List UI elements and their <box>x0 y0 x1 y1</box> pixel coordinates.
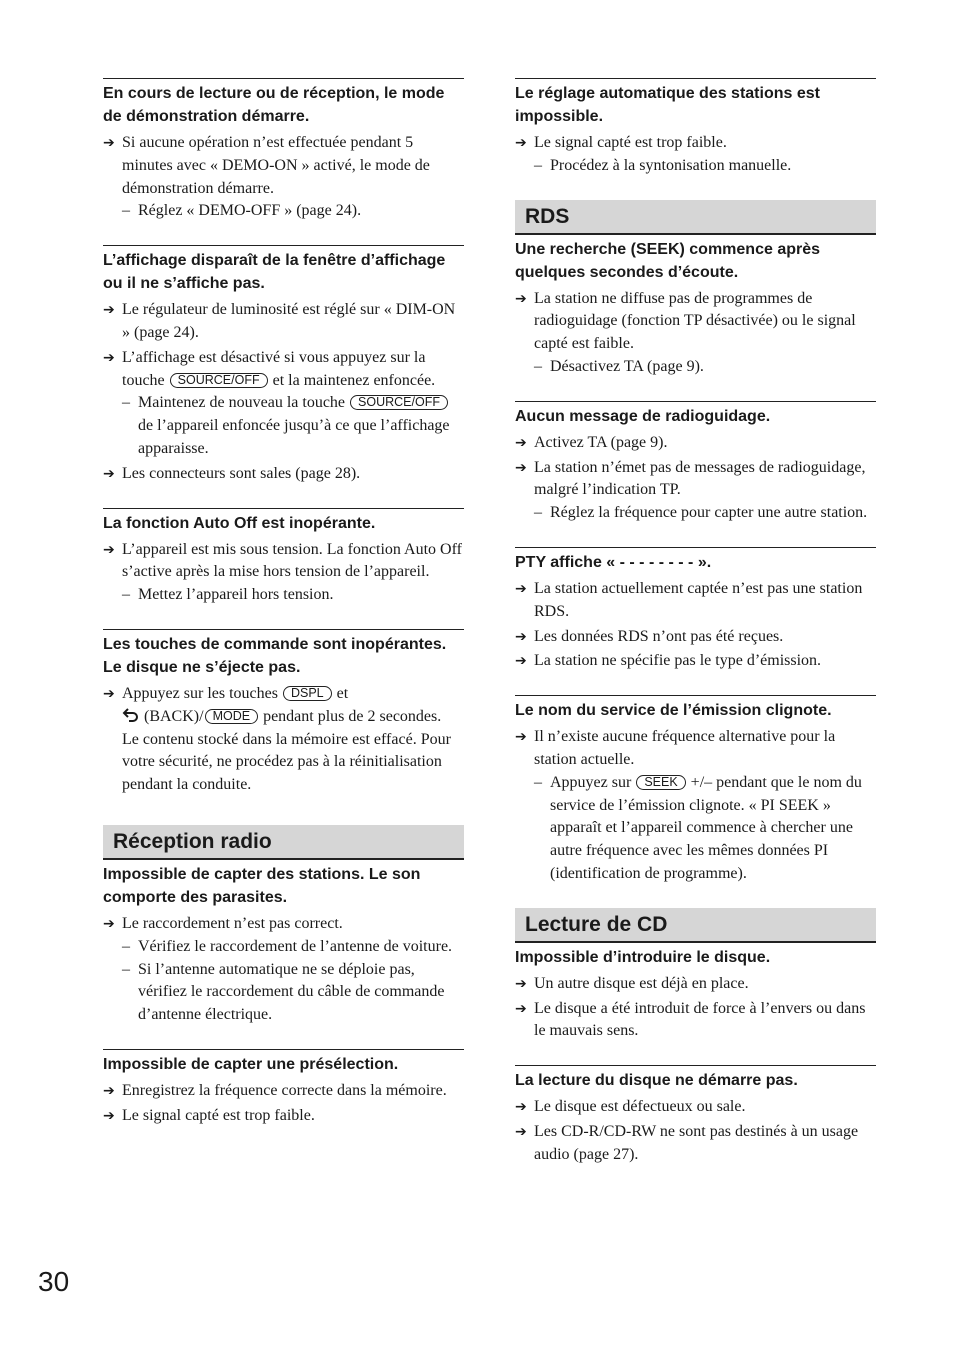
cause-item: ➔ Les données RDS n’ont pas été reçues. <box>515 626 876 649</box>
arrow-icon: ➔ <box>103 349 115 366</box>
cause-item: ➔ Appuyez sur les touches DSPL et (BACK)/ MODE pendant plus de 2 secondes. Le contenu stocké dans la mémoire est effacé. Pour votre sécurité, ne procédez pas à la réinitialisation pendant la conduite. <box>103 683 464 797</box>
arrow-icon: ➔ <box>103 915 115 932</box>
remedy-item: – Maintenez de nouveau la touche SOURCE/OFF de l’appareil enfoncée jusqu’à ce que l’affichage apparaisse. <box>122 394 450 457</box>
source-off-key: SOURCE/OFF <box>170 373 268 388</box>
cause-item: ➔ Le disque a été introduit de force à l’envers ou dans le mauvais sens. <box>515 999 866 1040</box>
remedy-item: – Réglez la fréquence pour capter une autre station. <box>534 502 876 525</box>
cause-item: ➔ Le raccordement n’est pas correct. – Vérifiez le raccordement de l’antenne de voiture. – Si l’antenne automatique ne se déploie pas, vérifiez le raccordement du câble de commande d’antenne électrique. <box>103 913 464 1027</box>
troubleshoot-auto-tuning <box>515 78 876 178</box>
arrow-icon: ➔ <box>515 729 527 746</box>
remedy-item: – Mettez l’appareil hors tension. <box>122 584 464 607</box>
question-heading: Les touches de commande sont inopérantes. Le disque ne s’éjecte pas. <box>103 635 447 676</box>
cause-item: ➔ Le signal capté est trop faible. – Procédez à la syntonisation manuelle. <box>515 132 876 178</box>
arrow-icon: ➔ <box>103 1082 115 1099</box>
troubleshoot-demo <box>103 78 464 223</box>
arrow-icon: ➔ <box>515 1000 527 1017</box>
dash-bullet: – <box>534 773 542 791</box>
remedy-item: – Appuyez sur SEEK +/– pendant que le nom du service de l’émission clignote. « PI SEEK » apparaît et l’appareil commence à chercher une autre fréquence avec les mêmes données PI (identification de programme). <box>534 773 862 882</box>
question-heading: En cours de lecture ou de réception, le mode de démonstration démarre. <box>103 85 445 125</box>
arrow-icon: ➔ <box>515 135 527 151</box>
troubleshoot-buttons <box>103 629 464 797</box>
troubleshoot-ps-flash <box>515 695 876 886</box>
troubleshoot-display <box>103 245 464 485</box>
question-heading: L’affichage disparaît de la fenêtre d’affichage ou il ne s’affiche pas. <box>103 252 446 293</box>
section-heading-radio: Réception radio <box>103 825 464 860</box>
troubleshoot-seek <box>515 238 876 379</box>
cause-item: ➔ Le disque est défectueux ou sale. <box>515 1096 876 1119</box>
question-heading: Aucun message de radioguidage. <box>515 407 771 425</box>
troubleshoot-pty <box>515 547 876 673</box>
remedy-item: – Vérifiez le raccordement de l’antenne de voiture. <box>122 936 464 959</box>
arrow-icon: ➔ <box>103 302 115 319</box>
arrow-icon: ➔ <box>103 465 115 482</box>
arrow-icon: ➔ <box>515 975 527 992</box>
question-heading: Impossible de capter une présélection. <box>103 1055 399 1073</box>
question-heading: Une recherche (SEEK) commence après quelques secondes d’écoute. <box>515 240 821 281</box>
cause-item: ➔ Les connecteurs sont sales (page 28). <box>103 463 464 486</box>
dash-bullet: – <box>122 586 130 604</box>
left-column <box>103 78 464 1150</box>
cause-item: ➔ Le régulateur de luminosité est réglé sur « DIM-ON » (page 24). <box>103 301 456 341</box>
note-paragraph: Le contenu stocké dans la mémoire est effacé. Pour votre sécurité, ne procédez pas à la réinitialisation pendant la conduite. <box>122 730 451 794</box>
arrow-icon: ➔ <box>515 1123 527 1140</box>
back-arrow-icon <box>122 708 140 722</box>
source-off-key: SOURCE/OFF <box>350 395 448 410</box>
cause-item: ➔ Il n’existe aucune fréquence alternative pour la station actuelle. – Appuyez sur SEEK +/– pendant que le nom du service de l’émission clignote. « PI SEEK » apparaît et l’appareil commence à chercher une autre fréquence avec les mêmes données PI (identification de programme). <box>515 726 876 886</box>
arrow-icon: ➔ <box>103 685 115 702</box>
arrow-icon: ➔ <box>515 434 527 451</box>
cause-item: ➔ L’appareil est mis sous tension. La fonction Auto Off s’active après la mise hors tension de l’appareil. – Mettez l’appareil hors tension. <box>103 539 464 607</box>
cause-item: ➔ La station ne diffuse pas de programmes de radioguidage (fonction TP désactivée) ou le signal capté est faible. – Désactivez TA (page 9). <box>515 288 876 379</box>
cause-item: ➔ Un autre disque est déjà en place. <box>515 973 876 996</box>
arrow-icon: ➔ <box>103 135 115 151</box>
question-heading: Le nom du service de l’émission clignote. <box>515 702 832 720</box>
arrow-icon: ➔ <box>515 628 527 645</box>
dash-bullet: – <box>122 960 130 978</box>
arrow-icon: ➔ <box>515 1099 527 1116</box>
dspl-key: DSPL <box>283 686 332 701</box>
section-heading-cd: Lecture de CD <box>515 908 876 943</box>
remedy-item: – Si l’antenne automatique ne se déploie pas, vérifiez le raccordement du câble de commande d’antenne électrique. <box>122 960 445 1024</box>
troubleshoot-preset <box>103 1049 464 1128</box>
seek-key: SEEK <box>636 775 685 790</box>
dash-bullet: – <box>534 504 542 522</box>
cause-item: ➔ La station ne spécifie pas le type d’émission. <box>515 650 876 673</box>
remedy-item: – Réglez « DEMO-OFF » (page 24). <box>122 200 464 223</box>
troubleshoot-traffic <box>515 401 876 525</box>
remedy-item: – Désactivez TA (page 9). <box>534 356 876 379</box>
cause-item: ➔ La station n’émet pas de messages de radioguidage, malgré l’indication TP. – Réglez la fréquence pour capter une autre station. <box>515 457 876 525</box>
dash-bullet: – <box>534 156 542 174</box>
question-heading: La fonction Auto Off est inopérante. <box>103 514 376 532</box>
arrow-icon: ➔ <box>103 1107 115 1124</box>
arrow-icon: ➔ <box>515 653 527 670</box>
dash-bullet: – <box>534 357 542 375</box>
cause-item: ➔ La station actuellement captée n’est pas une station RDS. <box>515 579 863 620</box>
troubleshoot-no-stations <box>103 863 464 1027</box>
troubleshoot-disc-insert <box>515 946 876 1043</box>
question-heading: La lecture du disque ne démarre pas. <box>515 1072 798 1090</box>
dash-bullet: – <box>122 202 130 220</box>
troubleshoot-auto-off <box>103 508 464 607</box>
dash-bullet: – <box>122 394 130 412</box>
arrow-icon: ➔ <box>515 580 527 597</box>
cause-item: ➔ Le signal capté est trop faible. <box>103 1105 464 1128</box>
page-number: 30 <box>38 1266 70 1297</box>
section-heading-rds: RDS <box>515 200 876 235</box>
question-heading: Impossible d’introduire le disque. <box>515 948 771 966</box>
troubleshoot-disc-play <box>515 1065 876 1166</box>
question-heading: Impossible de capter des stations. Le son comporte des parasites. <box>103 865 421 906</box>
arrow-icon: ➔ <box>103 541 115 558</box>
dash-bullet: – <box>122 937 130 955</box>
question-heading: PTY affiche « - - - - - - - - ». <box>515 553 712 571</box>
cause-item: ➔ Les CD-R/CD-RW ne sont pas destinés à un usage audio (page 27). <box>515 1122 859 1163</box>
arrow-icon: ➔ <box>515 459 527 476</box>
cause-item: ➔ Activez TA (page 9). <box>515 432 876 455</box>
remedy-item: – Procédez à la syntonisation manuelle. <box>534 155 876 178</box>
cause-item: ➔ Si aucune opération n’est effectuée pendant 5 minutes avec « DEMO-ON » activé, le mode de démonstration démarre. – Réglez « DEMO-OFF » (page 24). <box>103 132 464 223</box>
cause-item: ➔ L’affichage est désactivé si vous appuyez sur la touche SOURCE/OFF et la maintenez enfoncée. – Maintenez de nouveau la touche SOURCE/OFF de l’appareil enfoncée jusqu’à ce que l’affichage apparaisse. <box>103 347 464 461</box>
cause-item: ➔ Enregistrez la fréquence correcte dans la mémoire. <box>103 1080 464 1103</box>
mode-key: MODE <box>205 709 259 724</box>
arrow-icon: ➔ <box>515 290 527 307</box>
question-heading: Le réglage automatique des stations est impossible. <box>515 85 820 125</box>
right-column <box>515 78 876 1189</box>
